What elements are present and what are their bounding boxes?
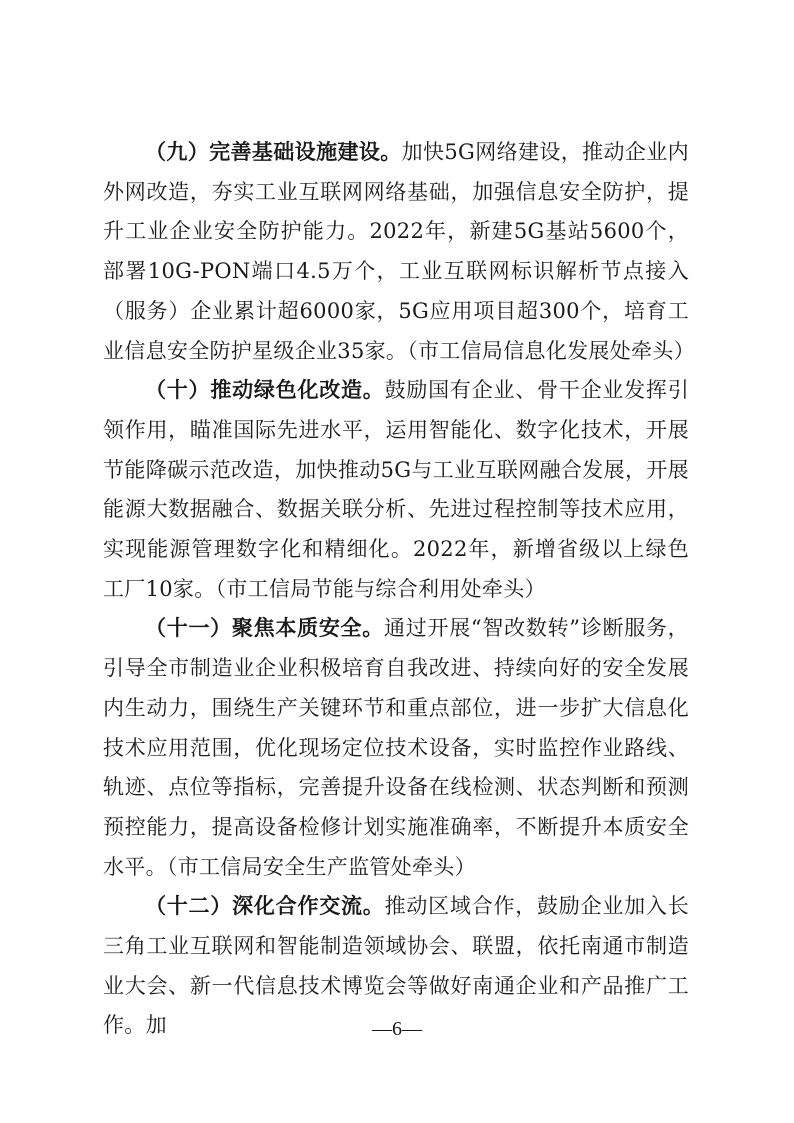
paragraph-10: [103, 371, 689, 609]
paragraph-text-12: 推动区域合作，鼓励企业加入长三角工业互联网和智能制造领域协会、联盟，依托南通市制造业大会、新一代信息技术博览会等做好南通企业和产品推广工作。加: [103, 894, 689, 1038]
section-heading-10: （十）推动绿色化改造。: [145, 378, 385, 403]
paragraph-text-9: 加快5G网络建设，推动企业内外网改造，夯实工业互联网网络基础，加强信息安全防护，提升工业企业安全防护能力。2022年，新建5G基站5600个，部署10G-PON端口4.5万个，工业互联网标识解析节点接入（服务）企业累计超6000家，5G应用项目超300个，培育工业信息安全防护星级企业35家。（市工信局信息化发展处牵头）: [103, 140, 695, 363]
section-heading-11: （十一）聚焦本质安全。: [145, 616, 385, 641]
document-body: [103, 133, 695, 1046]
paragraph-11: [103, 609, 689, 887]
paragraph-text-11: 通过开展“智改数转”诊断服务，引导全市制造业企业积极培育自我改进、持续向好的安全发展内生动力，围绕生产关键环节和重点部位，进一步扩大信息化技术应用范围，优化现场定位技术设备，实时监控作业路线、轨迹、点位等指标，完善提升设备在线检测、状态判断和预测预控能力，提高设备检修计划实施准确率，不断提升本质安全水平。（市工信局安全生产监管处牵头）: [103, 616, 689, 879]
page-number: —6—: [372, 1018, 422, 1040]
section-heading-12: （十二）深化合作交流。: [145, 894, 385, 919]
section-heading-9: （九）完善基础设施建设。: [145, 140, 402, 164]
paragraph-text-10: 鼓励国有企业、骨干企业发挥引领作用，瞄准国际先进水平，运用智能化、数字化技术，开展节能降碳示范改造，加快推动5G与工业互联网融合发展，开展能源大数据融合、数据关联分析、先进过程控制等技术应用，实现能源管理数字化和精细化。2022年，新增省级以上绿色工厂10家。（市工信局节能与综合利用处牵头）: [103, 378, 689, 601]
paragraph-9: [103, 133, 695, 371]
